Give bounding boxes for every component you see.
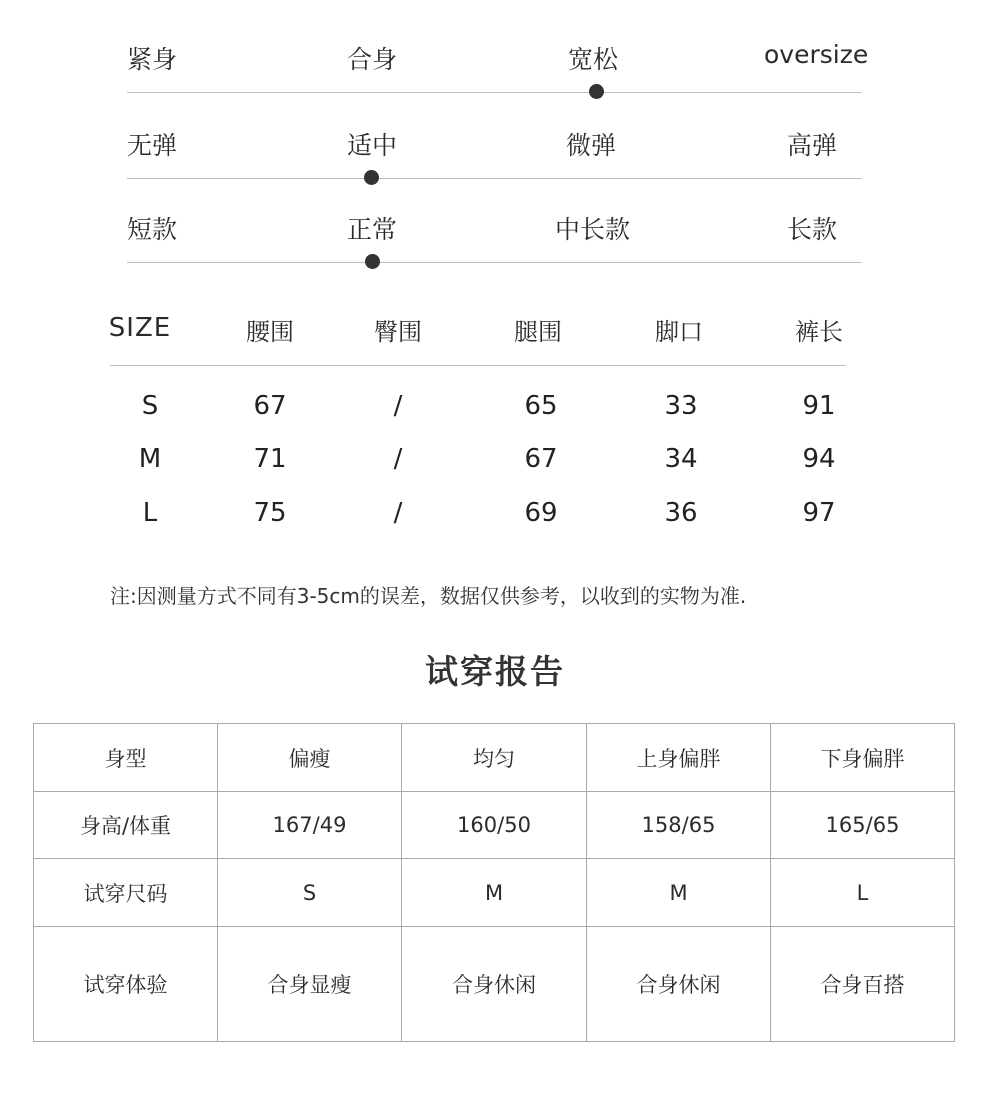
scale-option: oversize: [764, 40, 869, 69]
table-cell: S: [218, 859, 402, 927]
table-cell: 160/50: [402, 792, 587, 859]
size-cell: 71: [253, 444, 287, 474]
size-header: SIZE: [108, 313, 172, 343]
size-cell: 36: [664, 498, 698, 528]
scale-option: 长款: [787, 215, 838, 244]
scale-option: 短款: [127, 215, 178, 244]
table-cell: 167/49: [218, 792, 402, 859]
thigh-header: 腿围: [514, 318, 562, 346]
table-cell: 上身偏胖: [587, 724, 771, 792]
table-cell: 165/65: [771, 792, 955, 859]
table-cell: 合身百搭: [771, 927, 955, 1042]
table-cell: 试穿体验: [34, 927, 218, 1042]
scale-option: 高弹: [787, 131, 838, 160]
scale-track: [127, 262, 862, 263]
scale-marker: [589, 84, 604, 99]
table-cell: 试穿尺码: [34, 859, 218, 927]
waist-header: 腰围: [246, 318, 294, 346]
size-cell: /: [393, 498, 403, 528]
size-cell: 67: [524, 444, 558, 474]
try-on-report-table: [33, 723, 955, 1042]
size-cell: /: [393, 444, 403, 474]
hip-header: 臀围: [374, 318, 422, 346]
leg-opening-header: 脚口: [655, 318, 703, 346]
size-cell: 67: [253, 391, 287, 421]
table-cell: 合身显瘦: [218, 927, 402, 1042]
table-cell: 身型: [34, 724, 218, 792]
size-cell: 75: [253, 498, 287, 528]
report-title: 试穿报告: [425, 652, 565, 691]
size-cell: /: [393, 391, 403, 421]
table-cell: 身高/体重: [34, 792, 218, 859]
scale-option: 正常: [347, 215, 398, 244]
scale-option: 合身: [347, 45, 398, 74]
table-cell: M: [587, 859, 771, 927]
scale-option: 中长款: [555, 215, 631, 244]
table-row: [34, 792, 955, 859]
scale-track: [127, 178, 862, 179]
scale-track: [127, 92, 862, 93]
scale-marker: [365, 254, 380, 269]
size-cell: M: [138, 444, 162, 474]
table-row: [34, 724, 955, 792]
size-cell: 97: [802, 498, 836, 528]
table-row: [34, 927, 955, 1042]
scale-option: 适中: [347, 131, 398, 160]
measurement-note: 注:因测量方式不同有3-5cm的误差，数据仅供参考，以收到的实物为准.: [110, 584, 747, 608]
table-cell: 158/65: [587, 792, 771, 859]
scale-option: 紧身: [127, 45, 178, 74]
size-cell: 69: [524, 498, 558, 528]
size-cell: 91: [802, 391, 836, 421]
table-cell: 偏瘦: [218, 724, 402, 792]
scale-option: 无弹: [127, 131, 178, 160]
table-cell: M: [402, 859, 587, 927]
table-cell: 合身休闲: [587, 927, 771, 1042]
table-cell: 下身偏胖: [771, 724, 955, 792]
size-cell: 33: [664, 391, 698, 421]
size-cell: L: [142, 498, 158, 528]
header-divider: [110, 365, 846, 366]
table-cell: L: [771, 859, 955, 927]
length-header: 裤长: [795, 318, 843, 346]
table-cell: 均匀: [402, 724, 587, 792]
size-cell: 65: [524, 391, 558, 421]
table-cell: 合身休闲: [402, 927, 587, 1042]
size-cell: 34: [664, 444, 698, 474]
table-row: [34, 859, 955, 927]
scale-option: 宽松: [568, 45, 619, 74]
scale-marker: [364, 170, 379, 185]
size-cell: S: [141, 391, 159, 421]
size-cell: 94: [802, 444, 836, 474]
scale-option: 微弹: [566, 131, 617, 160]
